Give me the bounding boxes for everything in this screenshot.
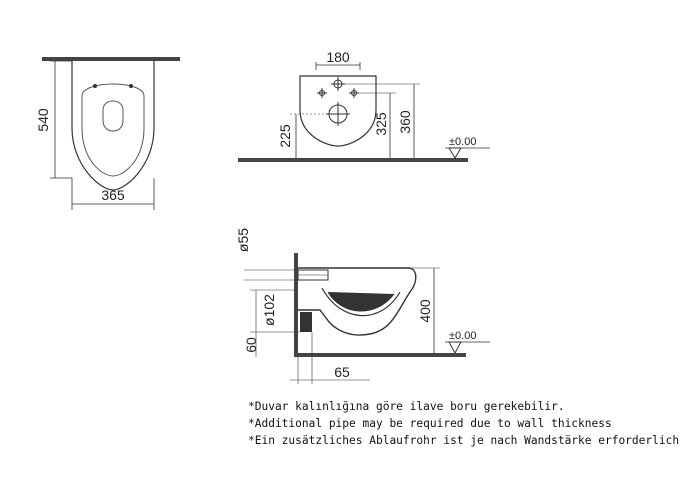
note-english: *Additional pipe may be required due to wall thickness [248, 417, 612, 430]
inlet-height-label: 225 [277, 124, 293, 148]
top-height-label: 360 [397, 110, 413, 134]
note-turkish: *Duvar kalınlığına göre ilave boru gerekebilir. [248, 400, 565, 413]
center-height-label: 325 [373, 112, 389, 136]
wall-line [42, 57, 180, 61]
hinge-hole-left [93, 84, 97, 88]
side-floor [294, 353, 466, 357]
front-view [35, 57, 180, 210]
side-wall [294, 253, 298, 357]
outlet-height-label: 60 [243, 337, 259, 353]
side-level-label: ±0.00 [449, 330, 477, 342]
hinge-hole-right [129, 84, 133, 88]
outlet-pipe [300, 312, 312, 332]
wall-view [238, 49, 490, 162]
bolt-spacing-label: 180 [326, 49, 350, 65]
pipe-diameter-label: ø55 [235, 227, 251, 253]
side-height-label: 400 [417, 299, 433, 323]
seat-outline [82, 84, 144, 176]
front-height-label: 540 [35, 108, 51, 132]
notes [248, 398, 679, 449]
front-width-label: 365 [101, 187, 125, 203]
wall-level-label: ±0.00 [449, 136, 477, 148]
note-german: *Ein zusätzliches Ablaufrohr ist je nach Wandstärke erforderlich [248, 434, 680, 447]
side-view [235, 228, 490, 384]
wall-offset-label: 65 [334, 364, 350, 380]
outlet-diameter-label: ø102 [261, 294, 277, 326]
bowl-opening [103, 101, 123, 131]
bowl-outline [72, 61, 154, 190]
floor-line [238, 158, 468, 162]
